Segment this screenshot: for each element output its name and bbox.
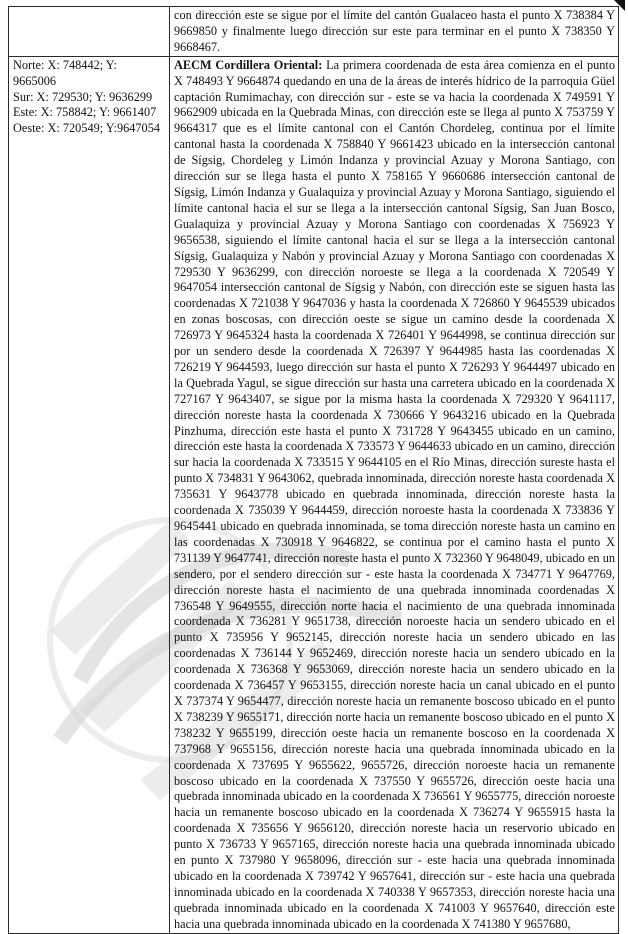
description-paragraph: La primera coordenada de esta área comienza en el punto X 748493 Y 9664874 quedando en una de la áreas de interés hídrico de la parroquia Güel captación Rumimachay, con dirección sur - este se va hacia la coordenada X 749591 Y 9662909 ubicada en la Quebrada Minas, con dirección este se llega al punto X 753759 Y 9664317 que es el límite cantonal con el Cantón Chordeleg, continua por el límite cantonal hasta la coordenada X 758840 Y 9661423 ubicado en la intersección cantonal de Sígsig, Chordeleg y Limón Indanza y provincial Azuay y Morona Santiago, con dirección sur se llega hasta el punto X 758165 Y 9660686 intersección cantonal de Sígsig, Limón Indanza y Gualaquiza y provincial Azuay y Morona Santiago, siguiendo el límite cantonal hacia el sur se llega a la intersección cantonal Sígsig, San Juan Bosco, Gualaquiza y provincial Azuay y Morona Santiago con coordenadas X 756923 Y 9656538, siguiendo el límite cantonal hacia el sur se llega a la intersección cantonal Sígsig, Gualaquiza y Nabón y provincial Azuay y Morona Santiago con coordenadas X 729530 Y 9636299, con dirección noroeste se llega a la coordenada X 720549 Y 9647054 intersección cantonal de Sígsig y Nabón, con dirección este se siguen hasta las coordenadas X 721038 Y 9647036 y hasta la coordenada X 726860 Y 9645539 ubicados en zonas boscosas, con dirección oeste se sigue un camino desde la coordenada X 726973 Y 9645324 hasta la coordenada X 726401 Y 9644998, se continua dirección sur por un sendero desde la coordenada X 726397 Y 9644985 hasta las coordenadas X 726219 Y 9644593, luego dirección sur hasta el punto X 726293 Y 9644497 ubicado en la Quebrada Yagul, se sigue dirección sur hasta una carretera ubicado en la coordenada X 727167 Y 9643407, se sigue por la misma hasta la coordenada X 729320 Y 9641117, dirección noreste hasta la coordenada X 730666 Y 9643216 ubicado en la Quebrada Pinzhuma, dirección este hasta el punto X 731728 Y 9643455 ubicado en un camino, dirección este hasta la coordenada X 733573 Y 9644633 ubicado en un camino, dirección sur hacia la coordenada X 733515 Y 9644105 en el Río Minas, dirección sureste hasta el punto X 734831 Y 9643062, quebrada innominada, dirección noreste hasta coordenada X 735631 Y 9643778 ubicado en quebrada innominada, dirección noreste hasta la coordenada X 735039 Y 9644459, dirección noroeste hasta la coordenada X 733836 Y 9645441 ubicado en quebrada innominada, se toma dirección noreste hasta un camino en las coordenadas X 730918 Y 9646822, se continua por el camino hasta el punto X 731139 Y 9647741, dirección noreste hasta el punto X 732360 Y 9648049, ubicado en un sendero, por el sendero dirección sur - este hasta la coordenada X 734771 Y 9647769, dirección noreste hasta el nacimiento de una quebrada innominada coordenadas X 736548 Y 9649555, dirección norte hacia el nacimiento de una quebrada innominada coordenada X 736281 Y 9651738, dirección noroeste hacia un sendero ubicado en el punto X 735956 Y 9652145, dirección noreste hacia un sendero ubicado en las coordenadas X 736144 Y 9652469, dirección noreste hacia un sendero ubicado en la coordenada X 736368 Y 9653069, dirección noreste hacia un sendero ubicado en la coordenada X 736457 Y 9653155, dirección noreste hacia un canal ubicado en el punto X 737374 Y 9654477, dirección noreste hacia un remanente boscoso ubicado en el punto X 738239 Y 9655171, dirección norte hacia un remanente boscoso ubicado en el punto X 738232 Y 9655199, dirección oeste hacia un remanente boscoso en la coordenada X 737968 Y 9655156, dirección noreste hacia una quebrada innominada ubicado en la coordenada X 737695 Y 9655622, 9655726, dirección noroeste hacia un remanente boscoso ubicado en la coordenada X 737550 Y 9655726, dirección oeste hacia una quebrada innominada ubicado en la coordenada X 736561 Y 9655775, dirección noroeste hacia un remanente boscoso ubicado en la coordenada X 736274 Y 9655915 hasta la coordenada X 735656 Y 9656120, dirección noreste hacia un reservorio ubicado en punto X 736733 Y 9657165, dirección noreste hacia una quebrada innominada ubicado en punto X 737980 Y 9658096, dirección sur - este hacia una quebrada innominada ubicado en la coordenada X 739742 Y 9657641, dirección sur - este hacia una quebrada innominada ubicado en la coordenada X 740338 Y 9657353, dirección noreste hacia una quebrada innominada ubicado en la coordenada X 741003 Y 9657640, dirección este hacia una quebrada innominada ubicado en la coordenada X 741380 Y 9657680, bbox=[174, 57, 616, 931]
coord-north: Norte: X: 748442; Y: 9665006 bbox=[13, 57, 117, 88]
table-row-cordillera-oriental bbox=[9, 56, 619, 933]
cell-empty bbox=[9, 7, 170, 57]
section-heading: AECM Cordillera Oriental: bbox=[174, 57, 323, 72]
continuation-paragraph: con dirección este se sigue por el límite del cantón Gualaceo hasta el punto X 738384 Y 9669850 y finalmente luego dirección sur este para terminar en el punto X 738350 Y 9668467. bbox=[170, 7, 619, 57]
coord-south: Sur: X: 729530; Y: 9636299 bbox=[13, 89, 153, 104]
coord-west: Oeste: X: 720549; Y:9647054 bbox=[13, 121, 160, 136]
coordinates-table bbox=[8, 6, 619, 934]
coord-east: Este: X: 758842; Y: 9661407 bbox=[13, 105, 157, 120]
table-row-continuation bbox=[9, 7, 619, 57]
description-cell bbox=[170, 56, 619, 933]
extreme-coordinates-cell bbox=[9, 56, 170, 933]
